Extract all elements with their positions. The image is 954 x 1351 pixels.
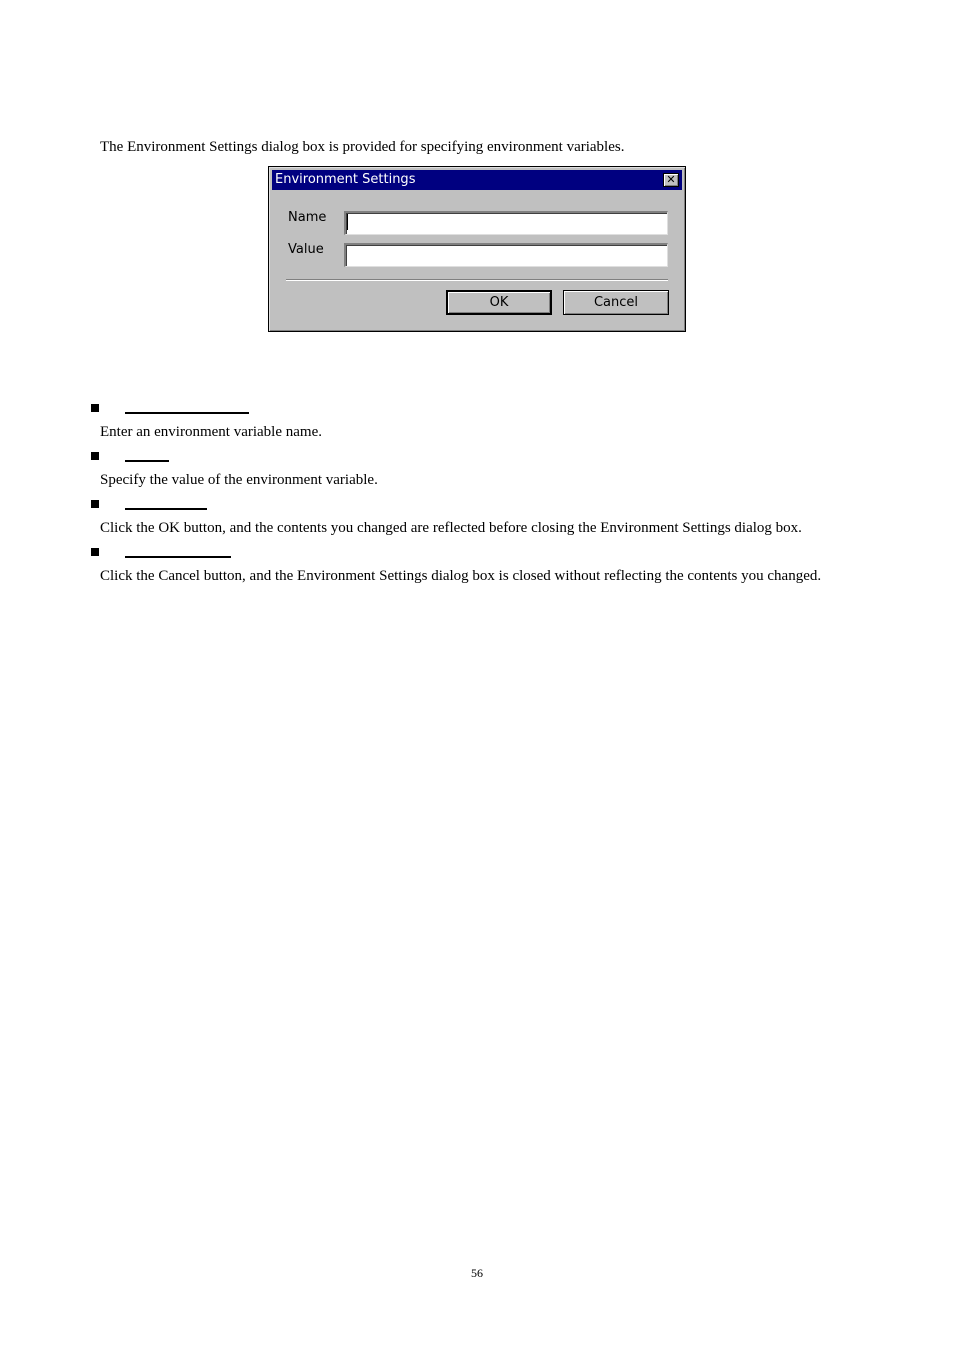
bullet-square-icon [91, 548, 99, 556]
heading-underline [125, 412, 249, 414]
value-description: Specify the value of the environment variable. [100, 472, 378, 488]
environment-settings-dialog [268, 166, 686, 332]
name-label: Name [288, 210, 327, 225]
cancel-button[interactable]: Cancel [563, 290, 669, 315]
value-input[interactable] [344, 243, 668, 267]
dialog-separator [286, 279, 668, 281]
close-icon[interactable]: ✕ [663, 173, 679, 187]
name-input[interactable] [344, 211, 668, 235]
heading-underline [125, 508, 207, 510]
dialog-title: Environment Settings [275, 172, 416, 187]
cancel-description: Click the Cancel button, and the Environment Settings dialog box is closed without reflecting the contents you changed. [100, 568, 822, 584]
bullet-square-icon [91, 452, 99, 460]
heading-underline [125, 460, 169, 462]
heading-underline [125, 556, 231, 558]
page-number: 56 [471, 1266, 483, 1280]
text-caret [347, 214, 348, 230]
intro-text: The Environment Settings dialog box is provided for specifying environment variables. [100, 139, 625, 155]
value-label: Value [288, 242, 324, 257]
bullet-square-icon [91, 500, 99, 508]
ok-description: Click the OK button, and the contents you changed are reflected before closing the Environment Settings dialog box. [100, 520, 802, 536]
ok-button[interactable]: OK [446, 290, 552, 315]
dialog-titlebar [272, 170, 682, 190]
name-description: Enter an environment variable name. [100, 424, 322, 440]
bullet-square-icon [91, 404, 99, 412]
